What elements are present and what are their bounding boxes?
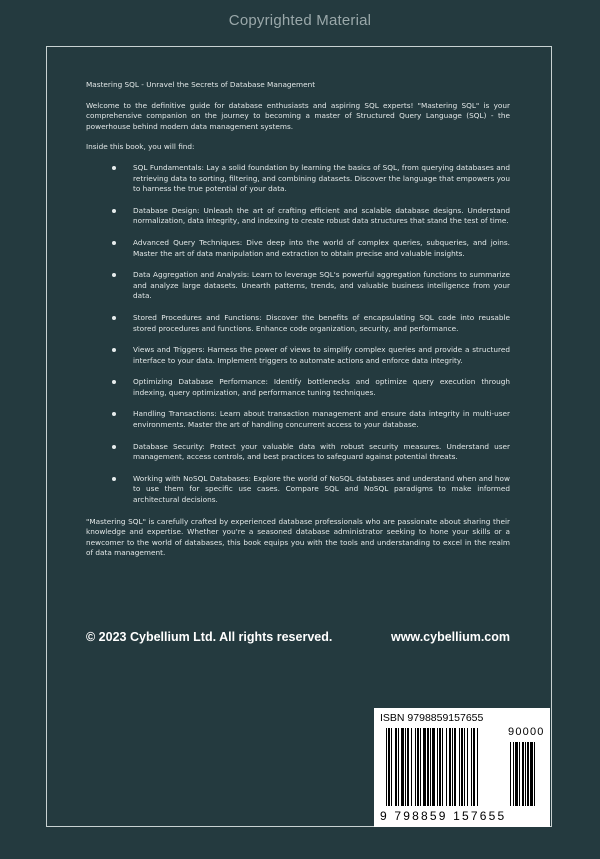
barcode-bar bbox=[530, 742, 533, 806]
feature-item: Handling Transactions: Learn about transaction management and ensure data integrity in multi-user environments. Master the art of handling concurrent access to your database. bbox=[86, 409, 510, 430]
feature-item: Working with NoSQL Databases: Explore the world of NoSQL databases and understand when and how to use them for specific use cases. Compare SQL and NoSQL paradigms to make informed architectural decisions. bbox=[86, 474, 510, 506]
barcode-bar bbox=[388, 728, 390, 806]
features-lead: Inside this book, you will find: bbox=[86, 142, 195, 152]
back-cover-text bbox=[86, 80, 510, 559]
isbn-label: ISBN 9798859157655 bbox=[380, 712, 484, 724]
price-code: 90000 bbox=[508, 726, 545, 738]
feature-item: Advanced Query Techniques: Dive deep into the world of complex queries, subqueries, and joins. Master the art of data manipulation and extraction to obtain precise and valuable insights. bbox=[86, 238, 510, 259]
copyright-notice: © 2023 Cybellium Ltd. All rights reserved. bbox=[86, 630, 333, 644]
barcode-bar bbox=[432, 728, 435, 806]
watermark: Copyrighted Material bbox=[228, 12, 372, 29]
barcode-bar bbox=[459, 728, 460, 806]
barcode-bar bbox=[437, 728, 438, 806]
barcode-bar bbox=[391, 728, 392, 806]
feature-item: Data Aggregation and Analysis: Learn to leverage SQL's powerful aggregation functions to summarize and analyze large datasets. Unearth patterns, trends, and valuable business intelligence from your data. bbox=[86, 270, 510, 302]
barcode-bar bbox=[401, 728, 404, 806]
barcode-bar bbox=[454, 728, 456, 806]
barcode-bar bbox=[515, 742, 518, 806]
barcode-bar bbox=[522, 742, 524, 806]
barcode-bar bbox=[411, 728, 412, 806]
barcode-bar bbox=[395, 728, 397, 806]
barcode-bar bbox=[439, 728, 441, 806]
feature-item: Database Security: Protect your valuable data with robust security measures. Understand user management, access controls, and best practices to safeguard against potential threats. bbox=[86, 442, 510, 463]
barcode-bar bbox=[417, 728, 419, 806]
feature-item: Stored Procedures and Functions: Discover the benefits of encapsulating SQL code into reusable stored procedures and functions. Enhance code organization, security, and performance. bbox=[86, 313, 510, 334]
feature-item: Optimizing Database Performance: Identify bottlenecks and optimize query execution through indexing, query optimization, and performance tuning techniques. bbox=[86, 377, 510, 398]
barcode-bar bbox=[510, 742, 511, 806]
barcode-bar bbox=[452, 728, 453, 806]
barcode-bar bbox=[446, 728, 447, 806]
feature-item: Database Design: Unleash the art of crafting efficient and scalable database designs. Understand normalization, data integrity, and indexing to create robust data structures that stand the test of time. bbox=[86, 206, 510, 227]
barcode-bar bbox=[398, 728, 399, 806]
feature-item: SQL Fundamentals: Lay a solid foundation by learning the basics of SQL, from querying databases and retrieving data to sorting, filtering, and combining datasets. Discover the language that empowers you to harness the true potential of your data. bbox=[86, 163, 510, 195]
barcode-bar bbox=[407, 728, 409, 806]
barcode-bar bbox=[405, 728, 406, 806]
barcode-bar bbox=[519, 742, 520, 806]
barcode-bar bbox=[513, 742, 514, 806]
barcode-bar bbox=[525, 742, 526, 806]
barcode-bar bbox=[461, 728, 463, 806]
intro-paragraph: Welcome to the definitive guide for database enthusiasts and aspiring SQL experts! "Mastering SQL" is your comprehensive companion on the journey to becoming a master of Structured Query Language (SQL) - the powerhouse behind modern data management systems. bbox=[86, 100, 510, 131]
barcode-bar bbox=[527, 742, 529, 806]
barcode-bar bbox=[534, 742, 535, 806]
barcode-bar bbox=[449, 728, 451, 806]
barcode-bar bbox=[423, 728, 426, 806]
feature-item: Views and Triggers: Harness the power of views to simplify complex queries and provide a structured interface to your data. Implement triggers to automate actions and enforce data integrity. bbox=[86, 345, 510, 366]
barcode-digits: 9 798859 157655 bbox=[380, 809, 507, 823]
barcode-bar bbox=[471, 728, 472, 806]
barcode-bar bbox=[467, 728, 468, 806]
barcode-bar bbox=[464, 728, 465, 806]
barcode-bar bbox=[427, 728, 429, 806]
barcode-bar bbox=[477, 728, 478, 806]
isbn-barcode bbox=[374, 708, 550, 827]
barcode-bar bbox=[420, 728, 421, 806]
barcode-bar bbox=[386, 728, 387, 806]
barcode-bar bbox=[473, 728, 475, 806]
closing-paragraph: "Mastering SQL" is carefully crafted by experienced database professionals who are passionate about sharing their knowledge and expertise. Whether you're a seasoned database administrator seeking to hone your skills or a newcomer to the world of databases, this book equips you with the tools and understanding to excel in the realm of data management. bbox=[86, 516, 510, 558]
website-link[interactable]: www.cybellium.com bbox=[390, 630, 510, 644]
features-list bbox=[86, 163, 510, 506]
barcode-bar bbox=[430, 728, 431, 806]
barcode-bar bbox=[415, 728, 416, 806]
barcode-bar bbox=[442, 728, 443, 806]
book-heading: Mastering SQL - Unravel the Secrets of Database Management bbox=[86, 80, 316, 89]
